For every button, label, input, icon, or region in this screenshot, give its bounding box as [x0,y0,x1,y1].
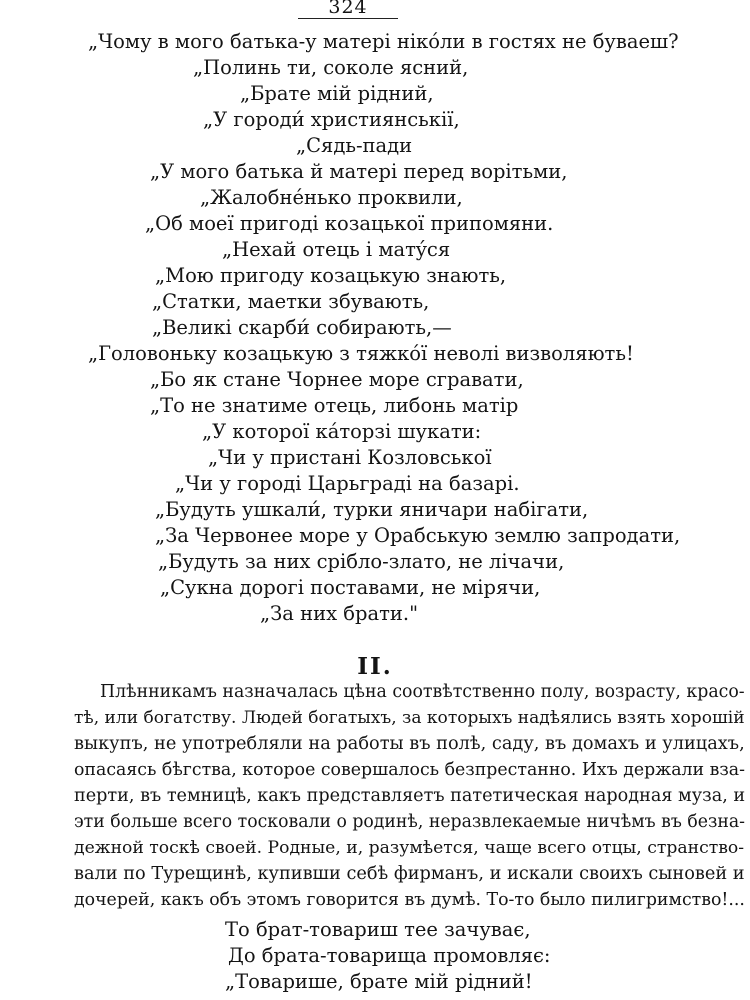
prose-line: опасаясь бѣгства, которое совершалось безпрестанно. Ихъ держали вза- [74,760,745,780]
verse-line: „Головоньку козацькую з тяжкóї неволі визволяють! [88,342,634,365]
prose-line: выкупъ, не употребляли на работы въ полѣ, саду, въ домахъ и улицахъ, [74,734,745,754]
verse-line: „То не знатиме отець, либонь матір [150,394,519,417]
verse-line: То брат-товариш тее зачуває, [225,918,531,941]
verse-line: „Чи у пристані Козловської [208,446,492,469]
verse-line: До брата-товарища промовляє: [228,944,551,967]
verse-line: „Сукна дорогі поставами, не мірячи, [160,576,541,599]
verse-line: „Чи у городі Царьграді на базарі. [175,472,520,495]
verse-line: „Будуть ушкали́, турки яничари набігати, [155,498,589,521]
verse-line: „Товарише, брате мій рідний! [225,970,533,993]
prose-line: дочерей, какъ объ этомъ говорится въ думѣ. То-то было пилигримство!... [74,890,745,910]
prose-line: эти больше всего тосковали о родинѣ, неразвлекаемые ничѣмъ въ безна- [74,812,745,832]
prose-line: вали по Турещинѣ, купивши себѣ фирманъ, и искали своихъ сыновей и [74,864,745,884]
verse-line: „За Червонее море у Орабськую землю запродати, [155,524,681,547]
prose-line: Плѣнникамъ назначалась цѣна соотвѣтственно полу, возрасту, красо- [100,682,745,702]
verse-line: „Жалобнéнько проквили, [200,186,463,209]
verse-line: „Статки, маетки збувають, [152,290,430,313]
prose-line: дежной тоскѣ своей. Родные, и, разумѣется, чаще всего отцы, странство- [74,838,745,858]
section-heading: II. [357,653,393,680]
verse-line: „Об моеї пригоді козацької припомяни. [145,212,554,235]
prose-line: перти, въ темницѣ, какъ представляетъ патетическая народная муза, и [74,786,746,806]
verse-line: „У городи́ християнськії, [203,108,460,131]
verse-line: „У мого батька й матері перед ворітьми, [150,160,568,183]
verse-line: „Чому в мого батька-у матері нікóли в гостях не буваеш? [88,30,679,53]
verse-line: „Бо як стане Чорнее море сгравати, [150,368,524,391]
verse-line: „Будуть за них срібло-злато, не лічачи, [158,550,565,573]
prose-line: тѣ, или богатству. Людей богатыхъ, за которыхъ надѣялись взять хорошій [74,708,745,728]
page-number-rule [298,18,398,19]
verse-line: „Мою пригоду козацькую знають, [155,264,507,287]
verse-line: „Великі скарби́ собирають,— [152,316,452,339]
verse-line: „Нехай отець і матýся [222,238,451,261]
verse-line: „Полинь ти, соколе ясний, [193,56,469,79]
verse-line: „Сядь-пади [296,134,413,157]
page-number: 324 [328,0,368,18]
verse-line: „Брате мій рідний, [240,82,434,105]
verse-line: „У которої кáторзі шукати: [202,420,482,443]
verse-line: „За них брати." [260,602,419,625]
